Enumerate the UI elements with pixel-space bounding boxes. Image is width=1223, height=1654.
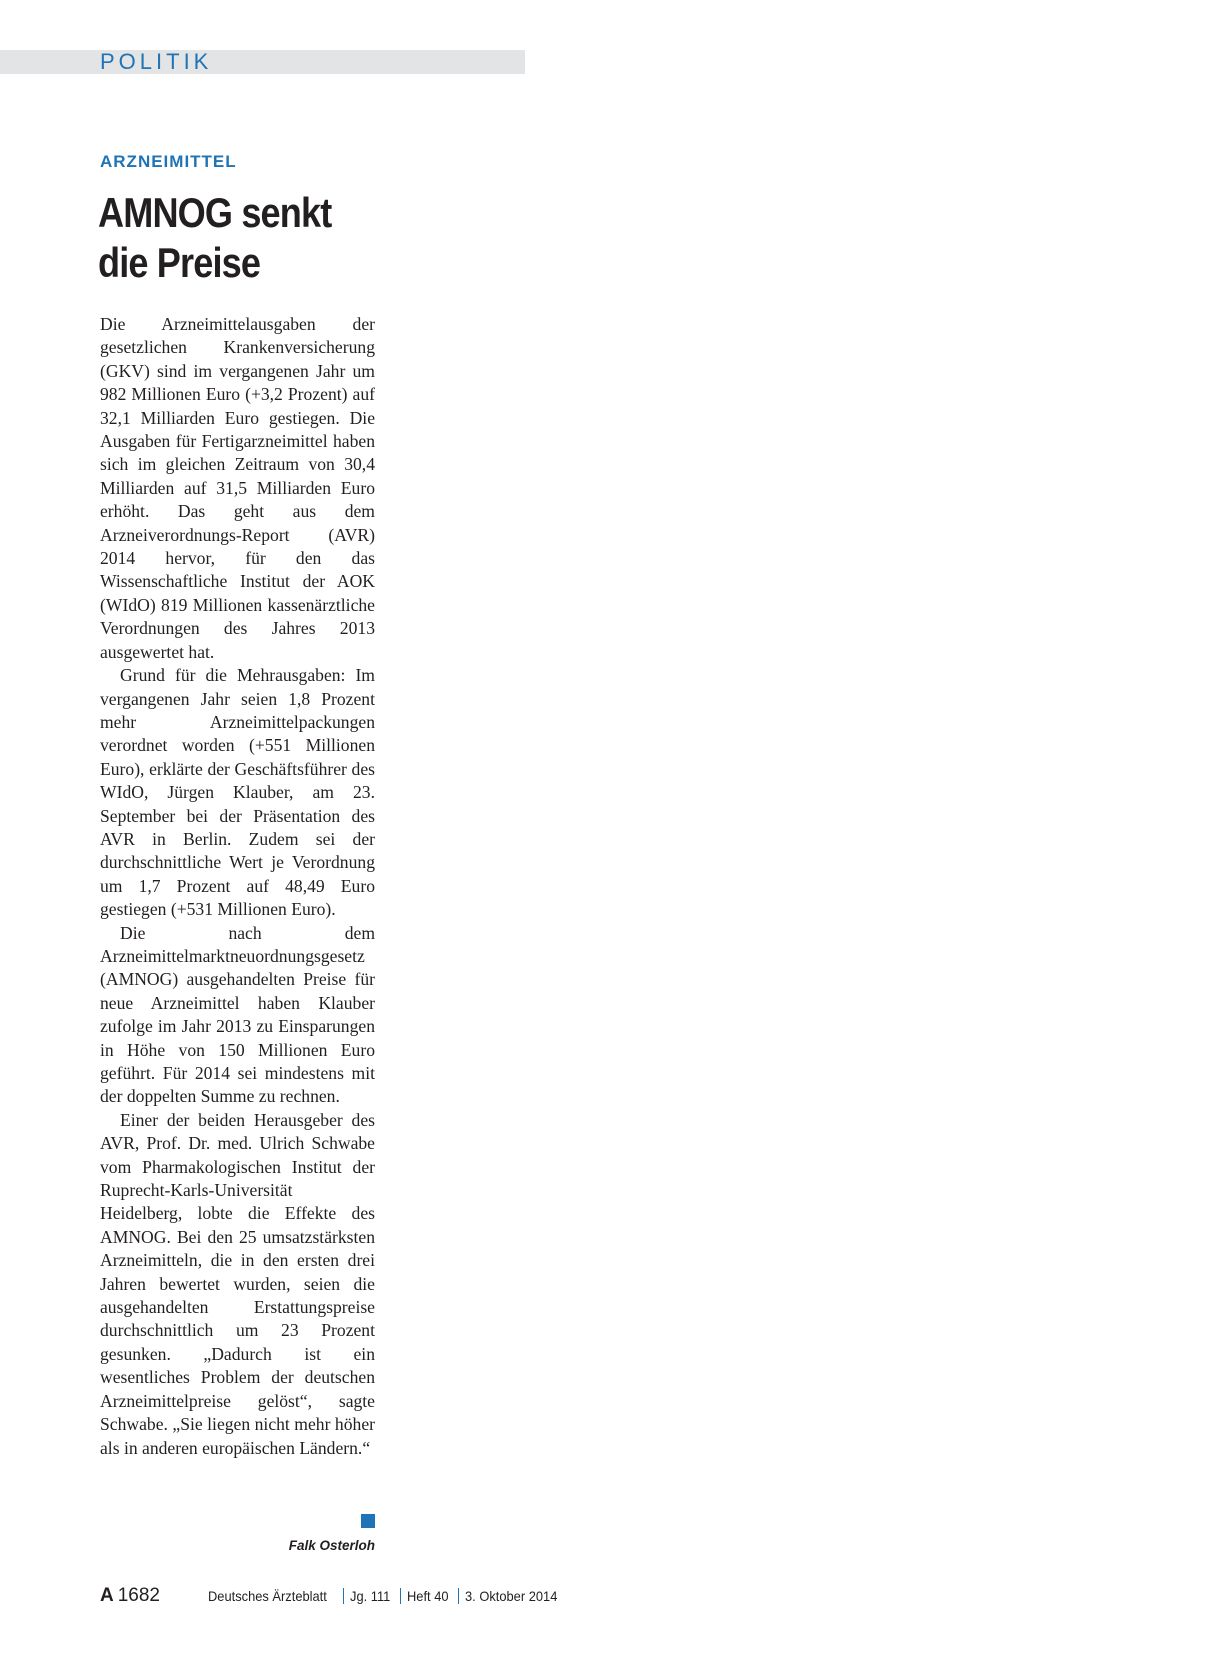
journal-name: Deutsches Ärzteblatt: [208, 1588, 327, 1604]
article-author: Falk Osterloh: [288, 1538, 375, 1553]
journal-volume: Jg. 111: [350, 1588, 391, 1604]
article-paragraph: Einer der beiden Herausgeber des AVR, Prof. Dr. med. Ulrich Schwabe vom Pharmakologischen Institut der Ruprecht-Karls-Universität Heidelberg, lobte die Effekte des AMNOG. Bei den 25 umsatzstärksten Arzneimitteln, die in den ersten drei Jahren bewertet wurden, seien die ausgehandelten Erstattungspreise durchschnittlich um 23 Prozent gesunken. „Dadurch ist ein wesentliches Problem der deutschen Arzneimittelpreise gelöst“, sagte Schwabe. „Sie liegen nicht mehr höher als in anderen europäischen Ländern.“: [100, 1109, 375, 1458]
issue-date: 3. Oktober 2014: [465, 1588, 558, 1604]
headline-line-1: AMNOG senkt: [98, 189, 332, 236]
section-header-bar: [0, 50, 525, 74]
article-headline: [98, 188, 390, 288]
footer-divider: [343, 1588, 344, 1604]
headline-line-2: die Preise: [98, 239, 261, 286]
article-kicker: ARZNEIMITTEL: [100, 152, 237, 171]
article-paragraph: Grund für die Mehrausgaben: Im vergangenen Jahr seien 1,8 Prozent mehr Arzneimittelpackungen verordnet worden (+551 Millionen Euro), erklärte der Geschäftsführer des WIdO, Jürgen Klauber, am 23. September bei der Präsentation des AVR in Berlin. Zudem sei der durchschnittliche Wert je Verordnung um 1,7 Prozent auf 48,49 Euro gestiegen (+531 Millionen Euro).: [100, 665, 375, 920]
section-label: POLITIK: [100, 49, 213, 74]
journal-issue: Heft 40: [407, 1588, 449, 1604]
footer-divider: [458, 1588, 459, 1604]
page-number: 1682: [117, 1585, 161, 1606]
page-letter: A: [100, 1585, 114, 1606]
article-body: [100, 313, 375, 1460]
page-footer: [100, 1585, 566, 1607]
article-paragraph: Die nach dem Arzneimittelmarktneuordnungsgesetz (AMNOG) ausgehandelten Preise für neue Arzneimittel haben Klauber zufolge im Jahr 2013 zu Einsparungen in Höhe von 150 Millionen Euro geführt. Für 2014 sei mindestens mit der doppelten Summe zu rechnen.: [100, 922, 375, 1107]
footer-divider: [400, 1588, 401, 1604]
article-paragraph: Die Arzneimittelausgaben der gesetzlichen Krankenversicherung (GKV) sind im vergangenen Jahr um 982 Millionen Euro (+3,2 Prozent) auf 32,1 Milliarden Euro gestiegen. Die Ausgaben für Fertigarzneimittel haben sich im gleichen Zeitraum von 30,4 Milliarden auf 31,5 Milliarden Euro erhöht. Das geht aus dem Arzneiverordnungs-Report (AVR) 2014 hervor, für den das Wissenschaftliche Institut der AOK (WIdO) 819 Millionen kassenärztliche Verordnungen des Jahres 2013 ausgewertet hat.: [100, 314, 375, 662]
end-of-article-square-icon: [361, 1514, 375, 1528]
